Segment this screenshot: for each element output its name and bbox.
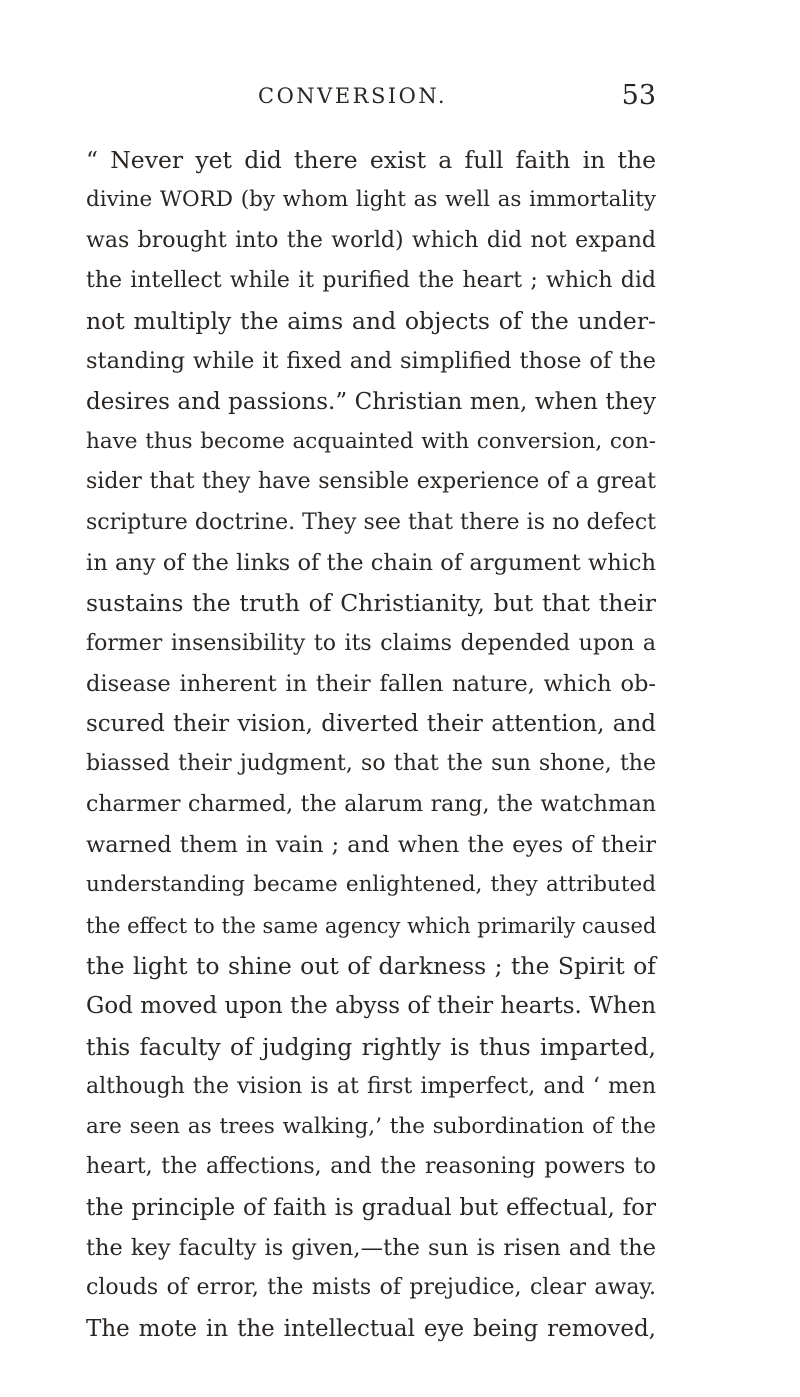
text-line: warned them in vain ; and when the eyes of their [86, 832, 656, 859]
text-line: the light to shine out of darkness ; the Spirit of [86, 951, 656, 980]
text-line: sider that they have sensible experience of a great [86, 469, 656, 495]
text-line: the effect to the same agency which primarily caused [86, 913, 657, 938]
text-line: sustains the truth of Christianity, but that their [86, 589, 656, 618]
text-line: this faculty of judging rightly is thus imparted, [86, 1032, 656, 1061]
running-head [86, 80, 656, 120]
text-line: although the vision is at first imperfect, and ‘ men [86, 1073, 656, 1099]
text-line: understanding became enlightened, they attributed [86, 872, 656, 898]
text-line: former insensibility to its claims depended upon a [86, 630, 656, 656]
text-line: the key faculty is given,—the sun is risen and the [86, 1235, 656, 1262]
text-line: not multiply the aims and objects of the under- [86, 307, 656, 336]
text-line: heart, the affections, and the reasoning powers to [86, 1154, 656, 1180]
body-text [86, 140, 656, 1349]
text-line: charmer charmed, the alarum rang, the watchman [86, 791, 656, 817]
page-number: 53 [621, 80, 656, 111]
text-line: was brought into the world) which did not expand [86, 227, 656, 253]
text-line: “ Never yet did there exist a full faith in the [86, 146, 656, 174]
text-line: clouds of error, the mists of prejudice, clear away. [86, 1275, 656, 1301]
text-line: The mote in the intellectual eye being removed, [86, 1315, 656, 1342]
text-line: in any of the links of the chain of argument which [86, 549, 656, 576]
text-line: God moved upon the abyss of their hearts. When [86, 993, 657, 1020]
text-line: biassed their judgment, so that the sun shone, the [86, 751, 656, 777]
text-line: the intellect while it purified the heart ; which did [86, 267, 656, 293]
text-line: scured their vision, diverted their attention, and [86, 711, 656, 738]
running-title: CONVERSION. [258, 84, 448, 108]
text-line: scripture doctrine. They see that there is no defect [86, 509, 656, 535]
text-line: desires and passions.” Christian men, when they [86, 388, 656, 415]
text-line: have thus become acquainted with conversion, con- [86, 429, 656, 455]
text-line: the principle of faith is gradual but effectual, for [86, 1194, 656, 1221]
text-line: divine WORD (by whom light as well as immortality [86, 187, 656, 213]
text-line: disease inherent in their fallen nature, which ob- [86, 670, 656, 697]
text-line: are seen as trees walking,’ the subordination of the [86, 1114, 656, 1140]
text-line: standing while it fixed and simplified those of the [86, 348, 656, 375]
